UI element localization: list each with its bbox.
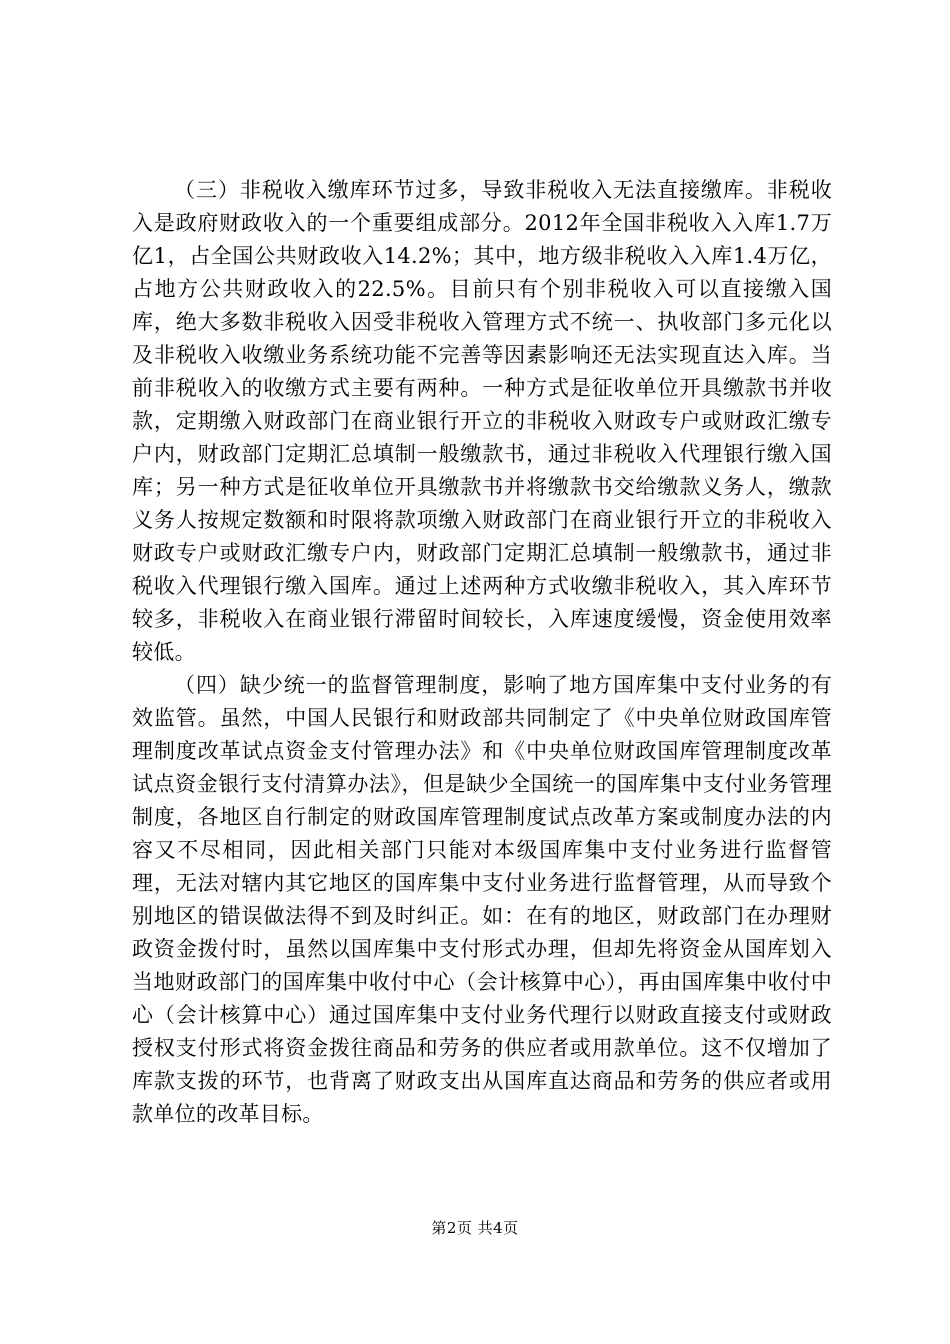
page-number-footer: 第2页 共4页 — [431, 1219, 519, 1237]
paragraph-section-3: （三）非税收入缴库环节过多，导致非税收入无法直接缴库。非税收入是政府财政收入的一个重要组成部分。2012年全国非税收入入库1.7万亿1，占全国公共财政收入14.2%；其中，地方级非税收入入库1.4万亿，占地方公共财政收入的22.5%。目前只有个别非税收入可以直接缴入国库，绝大多数非税收入因受非税收入管理方式不统一、执收部门多元化以及非税收入收缴业务系统功能不完善等因素影响还无法实现直达入库。当前非税收入的收缴方式主要有两种。一种方式是征收单位开具缴款书并收款，定期缴入财政部门在商业银行开立的非税收入财政专户或财政汇缴专户内，财政部门定期汇总填制一般缴款书，通过非税收入代理银行缴入国库；另一种方式是征收单位开具缴款书并将缴款书交给缴款义务人，缴款义务人按规定数额和时限将款项缴入财政部门在商业银行开立的非税收入财政专户或财政汇缴专户内，财政部门定期汇总填制一般缴款书，通过非税收入代理银行缴入国库。通过上述两种方式收缴非税收入，其入库环节较多，非税收入在商业银行滞留时间较长，入库速度缓慢，资金使用效率较低。 — [132, 178, 832, 664]
document-body — [132, 174, 832, 1131]
paragraph-section-4: （四）缺少统一的监督管理制度，影响了地方国库集中支付业务的有效监管。虽然，中国人民银行和财政部共同制定了《中央单位财政国库管理制度改革试点资金支付管理办法》和《中央单位财政国库管理制度改革试点资金银行支付清算办法》，但是缺少全国统一的国库集中支付业务管理制度，各地区自行制定的财政国库管理制度试点改革方案或制度办法的内容又不尽相同，因此相关部门只能对本级国库集中支付业务进行监督管理，无法对辖内其它地区的国库集中支付业务进行监督管理，从而导致个别地区的错误做法得不到及时纠正。如：在有的地区，财政部门在办理财政资金拨付时，虽然以国库集中支付形式办理，但却先将资金从国库划入当地财政部门的国库集中收付中心（会计核算中心），再由国库集中收付中心（会计核算中心）通过国库集中支付业务代理行以财政直接支付或财政授权支付形式将资金拨往商品和劳务的供应者或用款单位。这不仅增加了库款支拨的环节，也背离了财政支出从国库直达商品和劳务的供应者或用款单位的改革目标。 — [132, 673, 832, 1126]
